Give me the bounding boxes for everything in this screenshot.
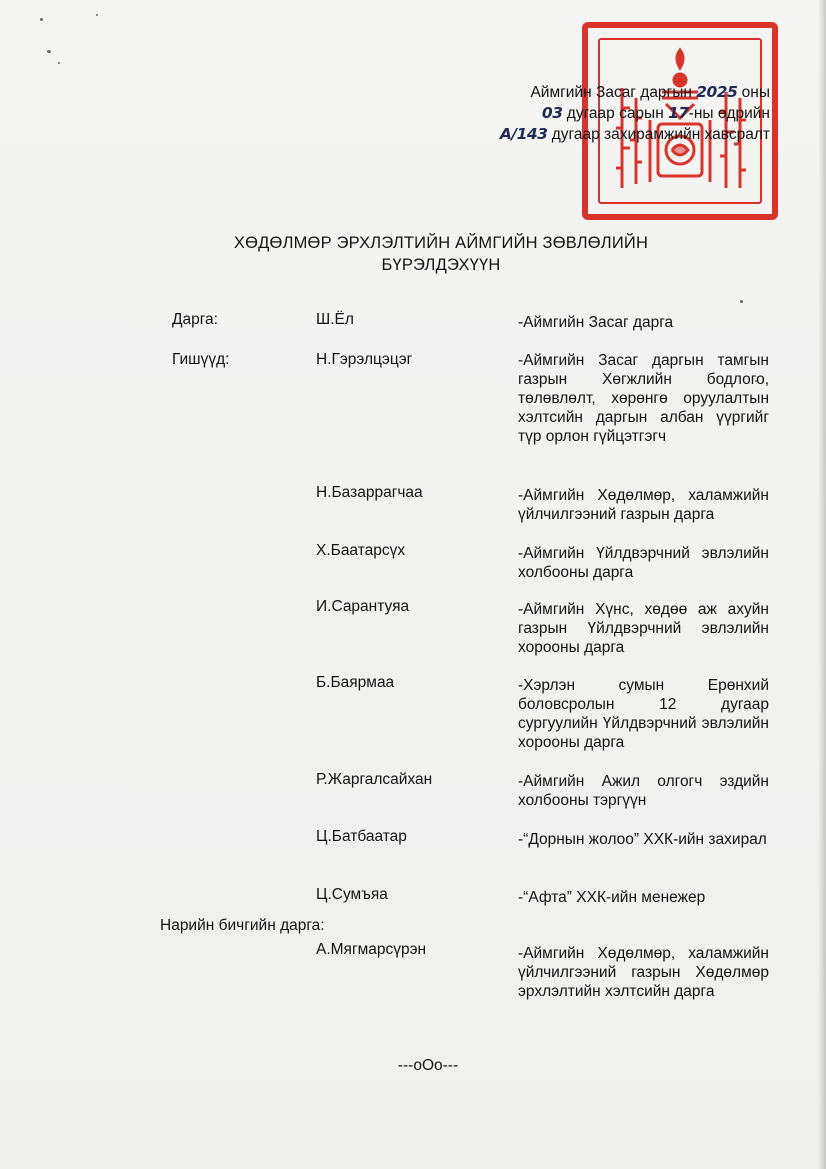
member-role: -Аймгийн Ажил олгогч эздийн холбооны тэргүүн xyxy=(518,773,769,809)
annex-reference xyxy=(470,82,770,145)
handwritten-day: 17 xyxy=(668,104,689,122)
secretary-label: Нарийн бичгийн дарга: xyxy=(160,917,325,934)
member-name: Х.Баатарсүх xyxy=(316,542,406,559)
member-name: Ц.Батбаатар xyxy=(316,828,407,845)
scan-edge-shadow xyxy=(818,0,826,1169)
member-role: -“Дорнын жолоо” ХХК-ийн захирал xyxy=(518,831,767,848)
member-name: Р.Жаргалсайхан xyxy=(316,771,433,788)
member-role: -Аймгийн Үйлдвэрчний эвлэлийн холбооны дарга xyxy=(518,545,769,581)
scan-speck xyxy=(40,18,43,21)
member-name: Ц.Сумъяа xyxy=(316,886,388,903)
scan-speck xyxy=(96,14,98,16)
scan-speck xyxy=(47,50,51,53)
chair-label: Дарга: xyxy=(172,311,218,328)
members-label: Гишүүд: xyxy=(172,351,230,368)
member-role: -Аймгийн Засаг даргын тамгын газрын Хөгжлийн бодлого, төлөвлөлт, хөрөнгө оруулалтын хэлтсийн даргын албан үүргийг түр орлон гүйцэтгэгч xyxy=(518,352,769,445)
handwritten-year: 2025 xyxy=(696,83,738,101)
annex-text: дугаар сарын xyxy=(562,105,669,122)
annex-line-2 xyxy=(470,103,770,124)
end-mark-text: ---oOo--- xyxy=(397,1057,459,1074)
handwritten-order-number: А/143 xyxy=(499,125,548,143)
member-role: -Аймгийн Засаг дарга xyxy=(518,314,674,331)
member-role: -Хэрлэн сумын Ерөнхий боловсролын 12 дугаар сургуулийн Үйлдвэрчний эвлэлийн хорооны дарга xyxy=(518,677,769,751)
member-role: -Аймгийн Хөдөлмөр, халамжийн үйлчилгээний газрын Хөдөлмөр эрхлэлтийн хэлтсийн дарга xyxy=(518,945,769,1000)
annex-line-3 xyxy=(470,124,770,145)
member-name: Б.Баярмаа xyxy=(316,674,395,691)
scan-speck xyxy=(58,62,60,64)
member-name: А.Мягмарсүрэн xyxy=(316,941,427,958)
annex-text: оны xyxy=(737,84,770,101)
handwritten-month: 03 xyxy=(541,104,563,122)
annex-line-1 xyxy=(470,82,770,103)
member-name: Н.Базаррагчаа xyxy=(316,484,423,501)
title-line-1: ХӨДӨЛМӨР ЭРХЛЭЛТИЙН АЙМГИЙН ЗӨВЛӨЛИЙН xyxy=(233,234,649,252)
member-role: -Аймгийн Хүнс, хөдөө аж ахуйн газрын Үйлдвэрчний эвлэлийн хорооны дарга xyxy=(518,601,769,656)
document-end-mark xyxy=(0,1057,826,1075)
annex-text: дугаар захирамжийн хавсралт xyxy=(547,126,770,143)
member-name: Ш.Ёл xyxy=(316,311,354,328)
member-name: И.Сарантуяа xyxy=(316,598,410,615)
member-role: -“Афта” ХХК-ийн менежер xyxy=(518,889,706,906)
scan-speck xyxy=(740,300,743,303)
document-title xyxy=(0,232,826,276)
annex-text: -ны өдрийн xyxy=(688,105,770,122)
title-line-2: БҮРЭЛДЭХҮҮН xyxy=(381,256,501,274)
member-name: Н.Гэрэлцэцэг xyxy=(316,351,413,368)
member-role: -Аймгийн Хөдөлмөр, халамжийн үйлчилгээний газрын дарга xyxy=(518,487,769,523)
annex-text: Аймгийн Засаг даргын xyxy=(530,84,697,101)
